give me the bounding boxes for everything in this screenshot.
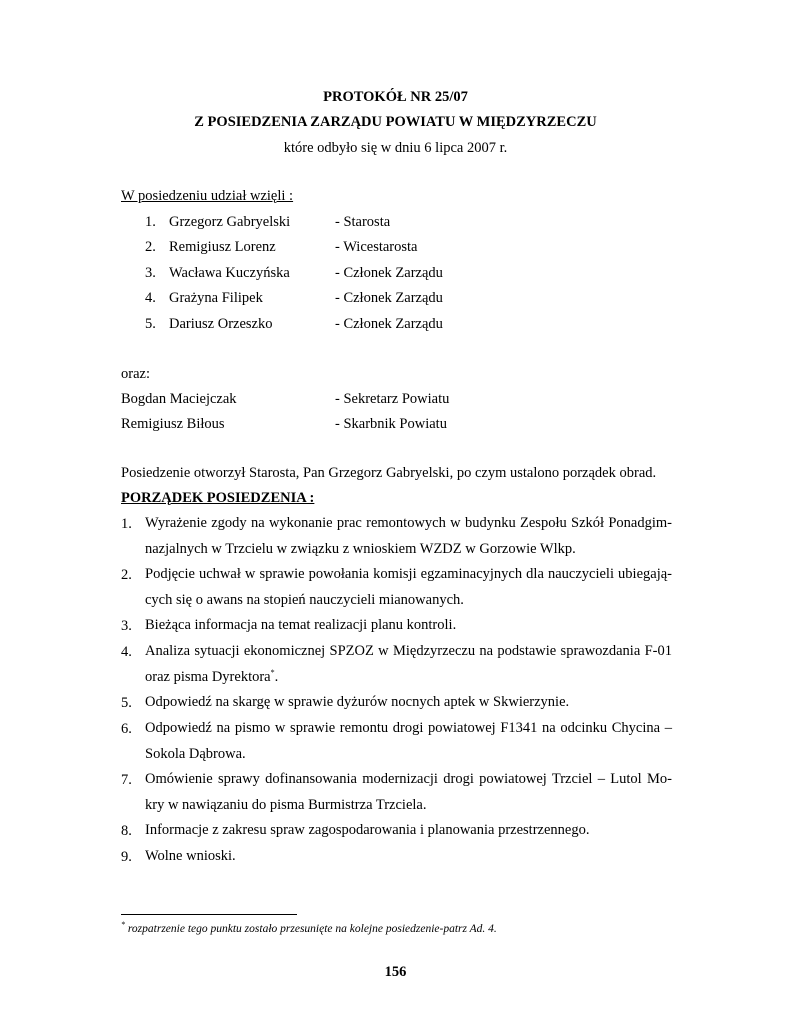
attendee-name: Bogdan Maciejczak (121, 391, 237, 407)
agenda-item-line: Omówienie sprawy dofinansowania modernizacji drogi powiatowej Trzciel – Lutol Mo- (145, 771, 672, 787)
attendance-heading: W posiedzeniu udział wzięli : (121, 188, 294, 204)
agenda-item-line: Podjęcie uchwał w sprawie powołania komisji egzaminacyjnych dla nauczycieli ubiegają- (145, 566, 672, 582)
meeting-date-line: które odbyło się w dniu 6 lipca 2007 r. (283, 140, 508, 156)
member-role: - Starosta (335, 214, 391, 230)
document-subtitle: Z POSIEDZENIA ZARZĄDU POWIATU W MIĘDZYRZECZU (194, 114, 597, 130)
agenda-item-number: 5. (121, 695, 132, 711)
footnote-marker: * (121, 920, 125, 930)
footnote-marker: * (270, 668, 275, 678)
agenda-item-number: 6. (121, 721, 132, 737)
agenda-item-number: 9. (121, 849, 132, 865)
page-number: 156 (384, 964, 407, 980)
agenda-item-number: 1. (121, 516, 132, 532)
attendee-name: Remigiusz Biłous (121, 416, 225, 432)
agenda-item-text: oraz pisma Dyrektora (145, 669, 271, 685)
agenda-item-line-with-footnote (145, 665, 278, 691)
agenda-item-number: 4. (121, 644, 132, 660)
agenda-item-line: Wyrażenie zgody na wykonanie prac remontowych w budynku Zespołu Szkół Ponadgim- (145, 515, 672, 531)
agenda-item-line: Odpowiedź na skargę w sprawie dyżurów nocnych aptek w Skwierzynie. (145, 694, 570, 710)
agenda-item-line: Bieżąca informacja na temat realizacji planu kontroli. (145, 617, 457, 633)
attendee-role: - Sekretarz Powiatu (335, 391, 450, 407)
member-number: 4. (145, 290, 156, 306)
agenda-item-text-end: . (274, 669, 279, 685)
agenda-item-number: 3. (121, 618, 132, 634)
agenda-item-line: nazjalnych w Trzcielu w związku z wnioskiem WZDZ w Gorzowie Wlkp. (145, 541, 576, 557)
member-name: Remigiusz Lorenz (169, 239, 276, 255)
also-present-label: oraz: (121, 366, 150, 382)
footnote-separator (121, 914, 297, 915)
member-role: - Członek Zarządu (335, 265, 443, 281)
agenda-item-line: Analiza sytuacji ekonomicznej SPZOZ w Międzyrzeczu na podstawie sprawozdania F-01 (145, 643, 672, 659)
member-name: Grzegorz Gabryelski (169, 214, 291, 230)
agenda-item-line: cych się o awans na stopień nauczycieli mianowanych. (145, 592, 464, 608)
opening-paragraph: Posiedzenie otworzył Starosta, Pan Grzegorz Gabryelski, po czym ustalono porządek obrad. (121, 465, 657, 481)
agenda-item-line: Informacje z zakresu spraw zagospodarowania i planowania przestrzennego. (145, 822, 590, 838)
member-role: - Wicestarosta (335, 239, 418, 255)
agenda-heading: PORZĄDEK POSIEDZENIA : (121, 490, 315, 506)
agenda-item-number: 2. (121, 567, 132, 583)
footnote (121, 922, 497, 936)
member-name: Dariusz Orzeszko (169, 316, 273, 332)
footnote-text: rozpatrzenie tego punktu zostało przesunięte na kolejne posiedzenie-patrz Ad. 4. (125, 923, 497, 935)
agenda-item-line: Sokola Dąbrowa. (145, 746, 246, 762)
document-title: PROTOKÓŁ NR 25/07 (323, 89, 468, 105)
agenda-item-line: kry w nawiązaniu do pisma Burmistrza Trzciela. (145, 797, 427, 813)
agenda-item-line: Odpowiedź na pismo w sprawie remontu drogi powiatowej F1341 na odcinku Chycina – (145, 720, 672, 736)
member-role: - Członek Zarządu (335, 316, 443, 332)
agenda-item-number: 7. (121, 772, 132, 788)
agenda-item-number: 8. (121, 823, 132, 839)
member-number: 5. (145, 316, 156, 332)
member-number: 2. (145, 239, 156, 255)
attendee-role: - Skarbnik Powiatu (335, 416, 447, 432)
member-number: 1. (145, 214, 156, 230)
member-name: Wacława Kuczyńska (169, 265, 290, 281)
member-number: 3. (145, 265, 156, 281)
agenda-item-line: Wolne wnioski. (145, 848, 236, 864)
member-role: - Członek Zarządu (335, 290, 443, 306)
member-name: Grażyna Filipek (169, 290, 263, 306)
